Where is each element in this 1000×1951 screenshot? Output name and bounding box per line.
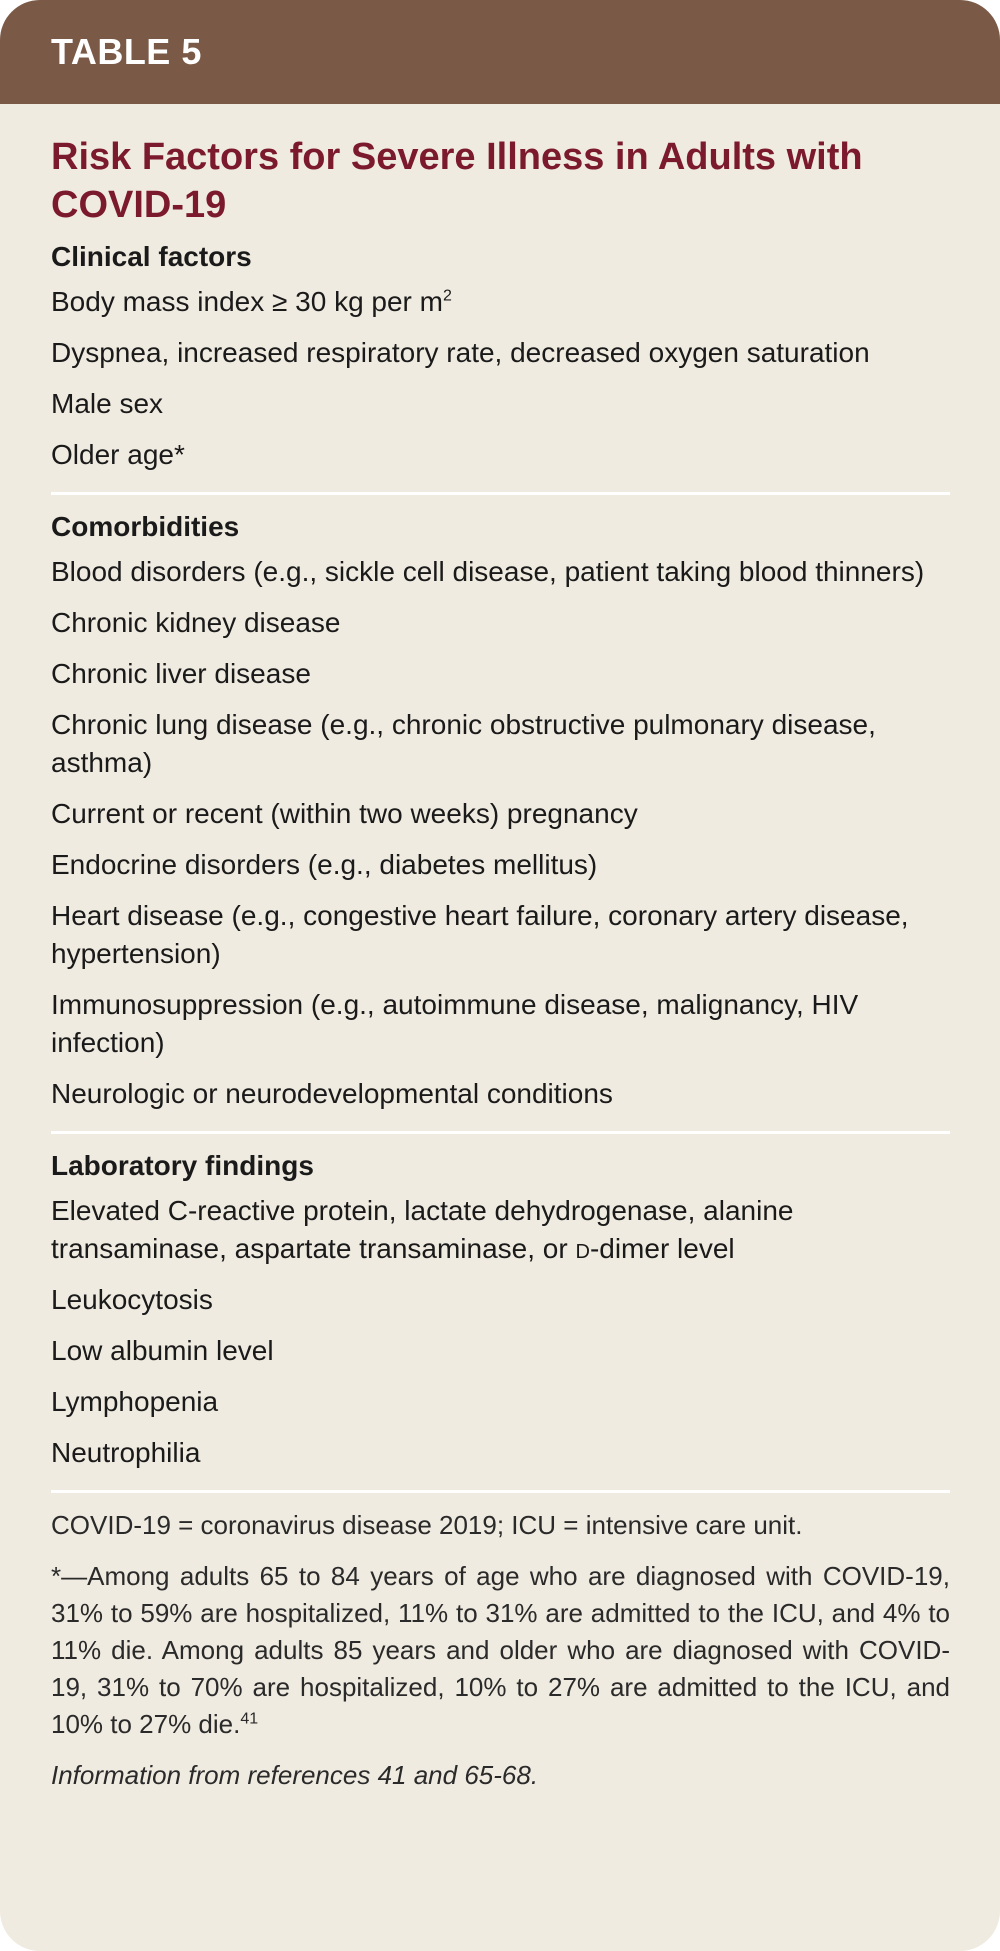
list-item: Chronic lung disease (e.g., chronic obstructive pulmonary disease, asthma): [51, 709, 876, 778]
smallcaps-d: d: [575, 1233, 590, 1264]
section-heading: Clinical factors: [51, 241, 252, 272]
list-item: Dyspnea, increased respiratory rate, decreased oxygen saturation: [51, 337, 870, 368]
list-item: Neutrophilia: [51, 1437, 201, 1468]
list-item: Low albumin level: [51, 1335, 274, 1366]
table-title: Risk Factors for Severe Illness in Adults with COVID-19: [51, 136, 863, 226]
list-item: Neurologic or neurodevelopmental conditions: [51, 1078, 613, 1109]
superscript: 2: [443, 287, 452, 305]
section-comorbidities: [51, 495, 950, 1129]
abbreviations-note: COVID-19 = coronavirus disease 2019; ICU = intensive care unit.: [51, 1510, 803, 1540]
section-laboratory-findings: [51, 1134, 950, 1488]
table-label: TABLE 5: [51, 31, 202, 72]
source-note: Information from references 41 and 65-68.: [51, 1760, 539, 1790]
section-clinical-factors: [51, 229, 950, 490]
list-item: Older age*: [51, 439, 185, 470]
list-item: Current or recent (within two weeks) pregnancy: [51, 798, 638, 829]
list-item: Body mass index ≥ 30 kg per $m^2$: [51, 286, 452, 317]
reference-superscript: 41: [240, 1710, 259, 1728]
footnote: *—Among adults 65 to 84 years of age who are diagnosed with COVID-19, 31% to 59% are hospitalized, 11% to 31% are admitted to the ICU, and 4% to 11% die. Among adults 85 years and older who are diagnosed with COVID-19, 31% to 70% are hospitalized, 10% to 27% are admitted to the ICU, and 10% to 27% die.$^{41}$: [51, 1561, 950, 1739]
list-item: Blood disorders (e.g., sickle cell disease, patient taking blood thinners): [51, 556, 925, 587]
list-item: Heart disease (e.g., congestive heart failure, coronary artery disease, hypertension): [51, 900, 909, 969]
list-item: Chronic liver disease: [51, 658, 311, 689]
list-item: Male sex: [51, 388, 164, 419]
table-content: [0, 104, 1000, 1794]
section-heading: Laboratory findings: [51, 1150, 314, 1181]
list-item: Leukocytosis: [51, 1284, 213, 1315]
table-notes: [51, 1493, 950, 1794]
list-item: Immunosuppression (e.g., autoimmune disease, malignancy, HIV infection): [51, 989, 859, 1058]
list-item: Endocrine disorders (e.g., diabetes mellitus): [51, 849, 598, 880]
table-header-bar: [0, 0, 1000, 104]
list-item: Lymphopenia: [51, 1386, 219, 1417]
list-item: Chronic kidney disease: [51, 607, 341, 638]
section-heading: Comorbidities: [51, 511, 240, 542]
list-item: Elevated C-reactive protein, lactate dehydrogenase, alanine transaminase, aspartate transaminase, or d-dimer level: [51, 1195, 794, 1264]
